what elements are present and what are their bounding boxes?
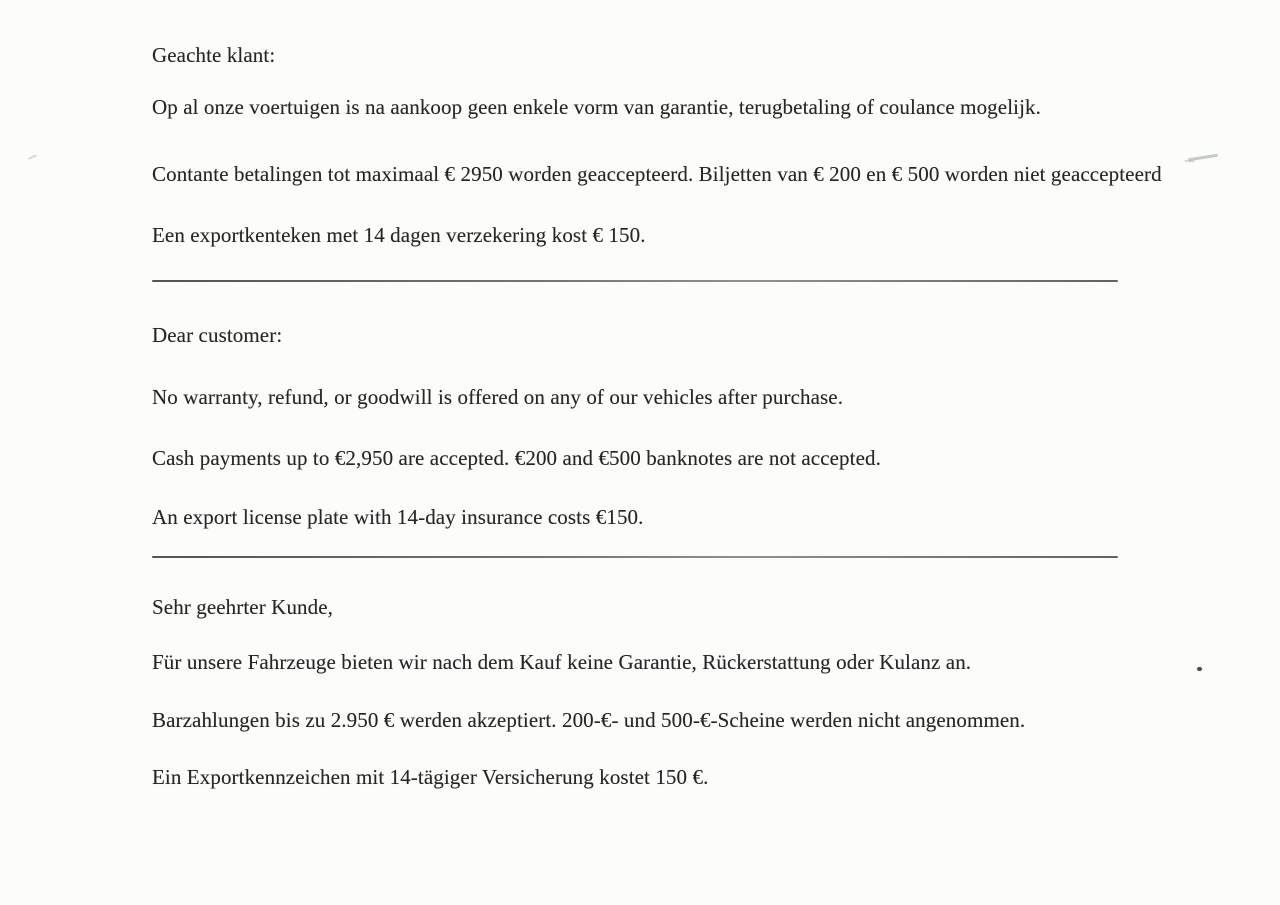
paragraph-german-export-plate: Ein Exportkennzeichen mit 14-tägiger Versicherung kostet 150 €. xyxy=(152,765,709,789)
greeting-german: Sehr geehrter Kunde, xyxy=(152,595,334,619)
paragraph-german-cash: Barzahlungen bis zu 2.950 € werden akzeptiert. 200-€- und 500-€-Scheine werden nicht angenommen. xyxy=(152,708,1026,732)
paragraph-dutch-cash: Contante betalingen tot maximaal € 2950 worden geaccepteerd. Biljetten van € 200 en € 500 worden niet geaccepteerd xyxy=(152,162,1162,186)
scan-artifact-speck xyxy=(28,154,37,160)
divider-line-1 xyxy=(152,280,1118,282)
paragraph-dutch-export-plate: Een exportkenteken met 14 dagen verzekering kost € 150. xyxy=(152,223,646,247)
paragraph-dutch-warranty: Op al onze voertuigen is na aankoop geen enkele vorm van garantie, terugbetaling of coulance mogelijk. xyxy=(152,95,1041,119)
scan-artifact-dot xyxy=(1197,667,1202,671)
paragraph-english-export-plate: An export license plate with 14-day insurance costs €150. xyxy=(152,505,644,529)
paragraph-english-cash: Cash payments up to €2,950 are accepted. €200 and €500 banknotes are not accepted. xyxy=(152,446,881,470)
scan-artifact-squiggle xyxy=(1188,154,1218,162)
greeting-english: Dear customer: xyxy=(152,323,283,347)
divider-line-2 xyxy=(152,556,1118,558)
greeting-dutch: Geachte klant: xyxy=(152,43,276,67)
paragraph-german-warranty: Für unsere Fahrzeuge bieten wir nach dem Kauf keine Garantie, Rückerstattung oder Kulanz an. xyxy=(152,650,972,674)
paragraph-english-warranty: No warranty, refund, or goodwill is offered on any of our vehicles after purchase. xyxy=(152,385,844,409)
